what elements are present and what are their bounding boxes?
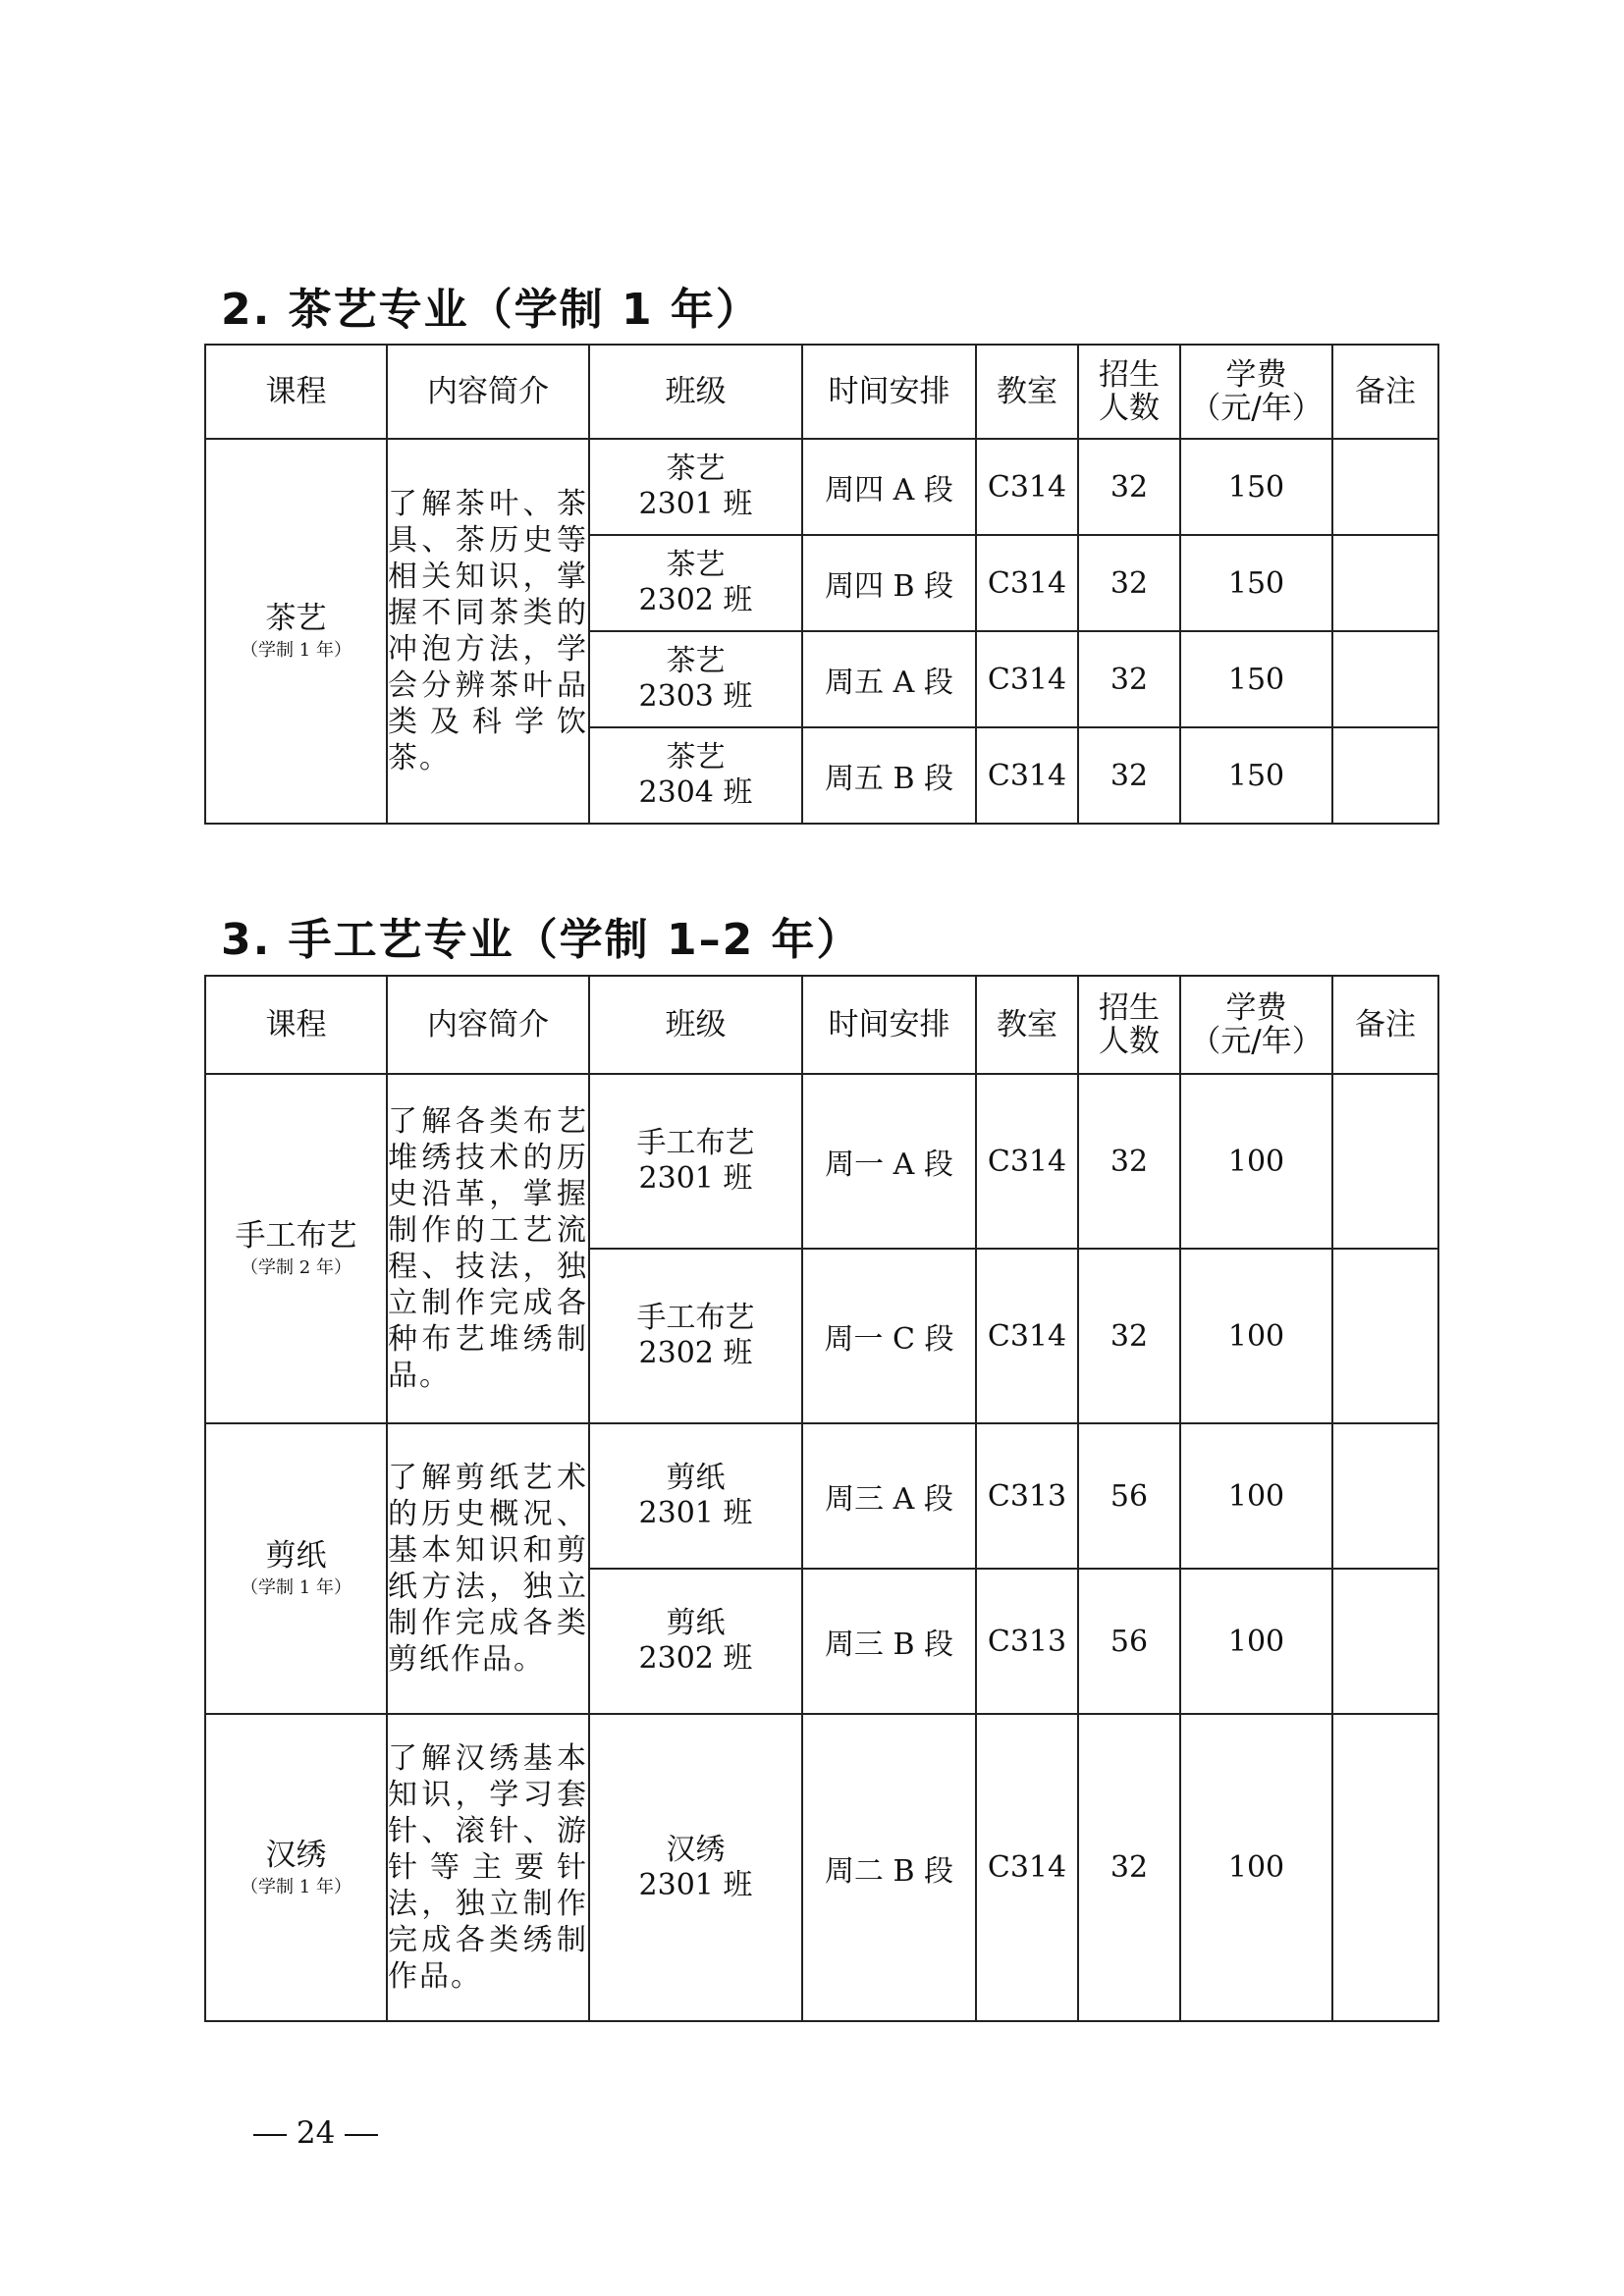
fee-cell: 150 <box>1180 631 1332 727</box>
course-name: 茶艺 <box>265 601 327 636</box>
enrollment-cell: 32 <box>1078 535 1180 631</box>
classroom-cell: C313 <box>976 1423 1078 1569</box>
class-cell: 茶艺 2301 班 <box>589 439 802 535</box>
schedule-cell: 周一 C 段 <box>802 1249 976 1423</box>
class-cell: 剪纸 2301 班 <box>589 1423 802 1569</box>
note-cell <box>1332 631 1438 727</box>
course-name: 汉绣 <box>265 1837 327 1873</box>
enrollment-cell: 32 <box>1078 1714 1180 2021</box>
course-duration: （学制 1 年） <box>241 1577 352 1598</box>
enrollment-cell: 32 <box>1078 1074 1180 1249</box>
note-cell <box>1332 1074 1438 1249</box>
header-fee: 学费 （元/年） <box>1180 976 1332 1074</box>
classroom-cell: C313 <box>976 1569 1078 1714</box>
header-enrollment: 招生 人数 <box>1078 976 1180 1074</box>
header-note: 备注 <box>1332 976 1438 1074</box>
course-description: 了解茶叶、茶具、茶历史等相关知识，掌握不同茶类的冲泡方法，学会分辨茶叶品类及科学饮茶。 <box>387 439 589 824</box>
header-class: 班级 <box>589 976 802 1074</box>
course-description: 了解汉绣基本知识，学习套针、滚针、游针等主要针法，独立制作完成各类绣制作品。 <box>387 1714 589 2021</box>
schedule-cell: 周四 A 段 <box>802 439 976 535</box>
fee-cell: 100 <box>1180 1249 1332 1423</box>
fee-cell: 100 <box>1180 1569 1332 1714</box>
course-description: 了解各类布艺堆绣技术的历史沿革，掌握制作的工艺流程、技法，独立制作完成各种布艺堆绣制品。 <box>387 1074 589 1423</box>
note-cell <box>1332 535 1438 631</box>
course-duration: （学制 1 年） <box>241 640 352 661</box>
course-cell <box>205 1423 387 1714</box>
class-cell: 剪纸 2302 班 <box>589 1569 802 1714</box>
header-class: 班级 <box>589 345 802 439</box>
course-cell <box>205 1074 387 1423</box>
fee-cell: 100 <box>1180 1714 1332 2021</box>
course-description: 了解剪纸艺术的历史概况、基本知识和剪纸方法，独立制作完成各类剪纸作品。 <box>387 1423 589 1714</box>
course-name: 剪纸 <box>265 1538 327 1574</box>
header-classroom: 教室 <box>976 976 1078 1074</box>
classroom-cell: C314 <box>976 727 1078 824</box>
classroom-cell: C314 <box>976 631 1078 727</box>
classroom-cell: C314 <box>976 439 1078 535</box>
header-classroom: 教室 <box>976 345 1078 439</box>
class-cell: 汉绣 2301 班 <box>589 1714 802 2021</box>
table-row <box>205 1423 1438 1569</box>
classroom-cell: C314 <box>976 1249 1078 1423</box>
class-cell: 茶艺 2304 班 <box>589 727 802 824</box>
fee-cell: 150 <box>1180 727 1332 824</box>
header-course: 课程 <box>205 345 387 439</box>
header-schedule: 时间安排 <box>802 345 976 439</box>
schedule-cell: 周一 A 段 <box>802 1074 976 1249</box>
table-row <box>205 1714 1438 2021</box>
header-course: 课程 <box>205 976 387 1074</box>
fee-cell: 100 <box>1180 1423 1332 1569</box>
schedule-cell: 周四 B 段 <box>802 535 976 631</box>
table-row <box>205 439 1438 535</box>
class-cell: 茶艺 2303 班 <box>589 631 802 727</box>
handicraft-course-table <box>204 975 1439 2022</box>
classroom-cell: C314 <box>976 1074 1078 1249</box>
enrollment-cell: 56 <box>1078 1569 1180 1714</box>
schedule-cell: 周三 A 段 <box>802 1423 976 1569</box>
class-cell: 手工布艺 2302 班 <box>589 1249 802 1423</box>
table-header-row <box>205 345 1438 439</box>
header-schedule: 时间安排 <box>802 976 976 1074</box>
course-name: 手工布艺 <box>235 1218 357 1254</box>
dash-left <box>253 2134 287 2136</box>
schedule-cell: 周五 B 段 <box>802 727 976 824</box>
enrollment-cell: 32 <box>1078 439 1180 535</box>
note-cell <box>1332 1249 1438 1423</box>
classroom-cell: C314 <box>976 1714 1078 2021</box>
course-cell <box>205 1714 387 2021</box>
note-cell <box>1332 1714 1438 2021</box>
schedule-cell: 周五 A 段 <box>802 631 976 727</box>
enrollment-cell: 32 <box>1078 631 1180 727</box>
note-cell <box>1332 1569 1438 1714</box>
schedule-cell: 周二 B 段 <box>802 1714 976 2021</box>
classroom-cell: C314 <box>976 535 1078 631</box>
section-title-handicraft: 3. 手工艺专业（学制 1–2 年） <box>221 915 862 965</box>
header-fee: 学费 （元/年） <box>1180 345 1332 439</box>
schedule-cell: 周三 B 段 <box>802 1569 976 1714</box>
page-number-value: 24 <box>296 2115 336 2151</box>
note-cell <box>1332 727 1438 824</box>
note-cell <box>1332 439 1438 535</box>
fee-cell: 100 <box>1180 1074 1332 1249</box>
section-title-tea-art: 2. 茶艺专业（学制 1 年） <box>221 285 761 335</box>
tea-art-course-table <box>204 344 1439 825</box>
course-duration: （学制 1 年） <box>241 1876 352 1897</box>
fee-cell: 150 <box>1180 535 1332 631</box>
class-cell: 手工布艺 2301 班 <box>589 1074 802 1249</box>
class-cell: 茶艺 2302 班 <box>589 535 802 631</box>
table-header-row <box>205 976 1438 1074</box>
page-number <box>253 2113 378 2153</box>
dash-right <box>345 2134 378 2136</box>
enrollment-cell: 56 <box>1078 1423 1180 1569</box>
enrollment-cell: 32 <box>1078 1249 1180 1423</box>
header-description: 内容简介 <box>387 345 589 439</box>
note-cell <box>1332 1423 1438 1569</box>
course-cell <box>205 439 387 824</box>
header-note: 备注 <box>1332 345 1438 439</box>
table-row <box>205 1074 1438 1249</box>
header-description: 内容简介 <box>387 976 589 1074</box>
enrollment-cell: 32 <box>1078 727 1180 824</box>
fee-cell: 150 <box>1180 439 1332 535</box>
header-enrollment: 招生 人数 <box>1078 345 1180 439</box>
course-duration: （学制 2 年） <box>241 1257 352 1278</box>
